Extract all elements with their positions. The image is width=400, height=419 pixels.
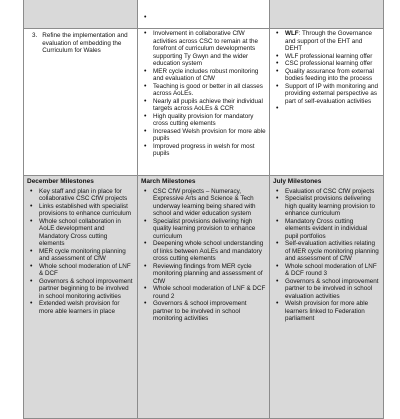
previous-success-criteria-cell: [138, 0, 270, 29]
list-item: • Governors & school improvement partner beginning to be involved in school monitoring activities: [27, 278, 134, 301]
previous-resources-cell: [270, 0, 384, 29]
december-heading: December Milestones: [27, 178, 94, 185]
item-text: Support of IP with monitoring and providing external perspective as part of self-evaluation activities: [285, 82, 378, 105]
list-item: • Evaluation of CSC CfW projects: [273, 188, 380, 196]
aim-cell: [24, 29, 138, 176]
success-criteria-list: [141, 30, 266, 158]
list-item: • Welsh provision for more able learners linked to Federation parliament: [273, 300, 380, 323]
list-item: • Involvement in collaborative CfW activities across CSC to remain at the forefront of curriculum developments supporting Ty Gwyn and the wider education system: [141, 30, 266, 68]
list-item: • Links established with specialist provisions to enhance curriculum: [27, 203, 134, 218]
resources-cell: [270, 29, 384, 176]
list-item: • Extended welsh provision for more able learners in place: [27, 300, 134, 315]
list-item: • Self-evaluation activities relating of MER cycle monitoring planning and assessment of CfW: [273, 240, 380, 263]
school-improvement-plan-table: [23, 0, 384, 419]
list-item: [273, 68, 380, 83]
previous-aim-cell: [24, 0, 138, 29]
item-text: WLF professional learning offer: [285, 52, 373, 60]
item-text: Quality assurance from external bodies feeding into the process: [285, 67, 374, 82]
list-item: • Nearly all pupils achieve their individual targets across AoLEs & CCR: [141, 98, 266, 113]
list-item: • Governors & school improvement partner to be involved in school monitoring activities: [141, 300, 266, 323]
list-item: • High quality provision for mandatory cross cutting elements: [141, 113, 266, 128]
bold-label: WLF: [285, 30, 299, 37]
aim-number: 3.: [32, 32, 38, 39]
aim-row: [24, 29, 384, 176]
december-milestones-list: [27, 188, 134, 316]
list-item: • Teaching is good or better in all classes across AoLEs.: [141, 83, 266, 98]
list-item: • Whole school moderation of LNF & DCF round 2: [141, 285, 266, 300]
list-item: • Specialist provisions delivering high quality learning provision to enhance curriculum: [141, 218, 266, 241]
march-heading: March Milestones: [141, 178, 196, 185]
list-item: • Whole school collaboration in AoLE development and Mandatory Cross cutting elements: [27, 218, 134, 248]
list-item: • Mandatory Cross cutting elements evident in individual pupil portfolios: [273, 218, 380, 241]
list-item: • Deepening whole school understanding of links between AoLEs and mandatory cross cutting elements: [141, 240, 266, 263]
list-item: • Increased Welsh provision for more able pupils: [141, 128, 266, 143]
list-item: [273, 83, 380, 106]
july-milestones-cell: [270, 176, 384, 419]
list-item: [273, 53, 380, 61]
item-text: CSC professional learning offer: [285, 60, 373, 67]
list-item: • Key staff and plan in place for collaborative CSC CfW projects: [27, 188, 134, 203]
aim-text: Refine the implementation and evaluation of embedding the Curriculum for Wales: [42, 32, 128, 54]
success-criteria-cell: [138, 29, 270, 176]
list-item: • Specialist provisions delivering high quality learning provision to enhance curriculum: [273, 195, 380, 218]
december-milestones-cell: [24, 176, 138, 419]
july-heading: July Milestones: [273, 178, 322, 185]
list-item: [273, 60, 380, 68]
list-item: • Whole school moderation of LNF & DCF: [27, 263, 134, 278]
list-item: [273, 30, 380, 53]
previous-aim-row: [24, 0, 384, 29]
list-item: • MER cycle monitoring planning and assessment of CfW: [27, 248, 134, 263]
item-text: : Through the Governance and support of the EHT and DEHT: [285, 30, 373, 52]
july-milestones-list: [273, 188, 380, 323]
list-item: • CSC CfW projects – Numeracy, Expressive Arts and Science & Tech underway learning being shared with school and wider education system: [141, 188, 266, 218]
resources-list: [273, 30, 380, 105]
list-item: • Whole school moderation of LNF & DCF round 3: [273, 263, 380, 278]
milestones-row: [24, 176, 384, 419]
list-item: • MER cycle includes robust monitoring and evaluation of CfW: [141, 68, 266, 83]
list-item: • Improved progress in welsh for most pupils: [141, 143, 266, 158]
list-item: • Governors & school improvement partner to be involved in school evaluation activities: [273, 278, 380, 301]
march-milestones-cell: [138, 176, 270, 419]
list-item: • Reviewing findings from MER cycle monitoring planning and assessment of CfW: [141, 263, 266, 286]
march-milestones-list: [141, 188, 266, 323]
